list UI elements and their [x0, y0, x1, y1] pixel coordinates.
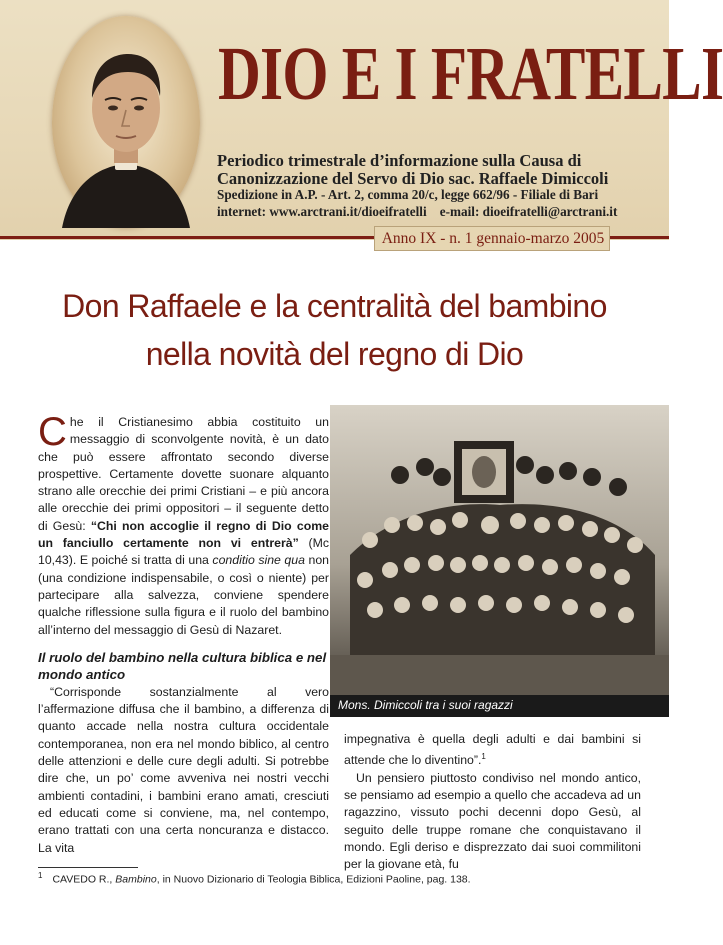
- contact-line: [217, 204, 617, 220]
- footnote-author: CAVEDO R.,: [52, 873, 116, 886]
- magazine-subtitle-line2: Canonizzazione del Servo di Dio sac. Raffaele Dimiccoli: [217, 169, 609, 188]
- footnote-number: 1: [38, 871, 43, 880]
- masthead: [0, 0, 723, 240]
- group-photo: [330, 405, 669, 717]
- email-link[interactable]: e-mail: dioeifratelli@arctrani.it: [439, 204, 618, 219]
- article-headline: [0, 282, 669, 378]
- headline-line1: Don Raffaele e la centralità del bambino: [62, 288, 607, 324]
- headline-line2: nella novità del regno di Dio: [145, 336, 524, 372]
- magazine-subtitle-line1: Periodico trimestrale d’informazione sulla Causa di: [217, 151, 582, 170]
- footnote-ref: 1: [481, 752, 486, 762]
- shipping-info: Spedizione in A.P. - Art. 2, comma 20/c, legge 662/96 - Filiale di Bari: [217, 187, 599, 202]
- paragraph-text: he il Cristianesimo abbia costituito un messaggio di sconvolgente novità, è un dato che può essere affrontato secondo diverse prospettive. Certamente dovette suonare alquanto strano alle orecchie dei primi Cristiani – e più ancora alle orecchie dei primi oppositori – il seguente detto di Gesù:: [38, 415, 329, 533]
- footnote-rest: , in Nuovo Dizionario di Teologia Biblica, Edizioni Paoline, pag. 138.: [156, 873, 471, 886]
- article-column-right: [344, 731, 641, 873]
- group-photo-icon: [330, 405, 669, 695]
- magazine-title: DIO E I FRATELLI: [218, 32, 723, 116]
- article-column-left: [38, 410, 329, 857]
- latin-phrase: conditio sine qua: [212, 553, 305, 568]
- footnote-work: Bambino: [115, 873, 157, 886]
- photo-caption-text: Mons. Dimiccoli tra i suoi ragazzi: [338, 698, 513, 712]
- article-paragraph-1: [38, 410, 329, 639]
- gospel-quote: “Chi non accoglie il regno di Dio come un fanciullo certamente non vi entrerà”: [38, 518, 329, 551]
- photo-caption: [330, 695, 669, 717]
- article-paragraph-2: “Corrisponde sostanzialmente al vero l’affermazione diffusa che il bambino, a differenza di quanto accade nella nostra cultura occidentale contemporanea, non era nel mondo biblico, al centro delle attenzioni e delle cure degli adulti. Si potrebbe dire che, un po’ come avveniva nei nostri vecchi ambienti contadini, i bambini erano amati, cresciuti ed educati come si conviene, ma, nel contempo, erano trattati con una certa noncuranza e distacco. La vita: [38, 684, 329, 855]
- website-link[interactable]: internet: www.arctrani.it/dioeifratelli: [217, 204, 427, 219]
- portrait-image: [52, 16, 200, 228]
- footnote-divider: [38, 867, 138, 868]
- drop-cap: C: [38, 410, 67, 454]
- article-paragraph-3: [344, 731, 641, 770]
- paragraph-text: (Mc 10,43). E poiché si tratta di una: [38, 536, 329, 568]
- issue-label: Anno IX - n. 1 gennaio-marzo 2005: [381, 230, 605, 247]
- paragraph-text: non (una condizione indispensabile, o così o niente) per partecipare alla salvezza, conviene spendere qualche riflessione sulla figura e il ruolo del bambino all’interno del messaggio di Gesù di Nazaret.: [38, 553, 329, 637]
- section-heading: Il ruolo del bambino nella cultura biblica e nel mondo antico: [38, 649, 327, 682]
- footnote: [38, 871, 638, 886]
- article-paragraph-4: Un pensiero piuttosto condiviso nel mondo antico, se pensiamo ad esempio a quello che accadeva ad un ragazzino, vissuto pochi decenni dopo Gesù, al seguito delle truppe romane che conquistavano il mondo. Egli deriso e disprezzato dai suoi commilitoni per la giovane età, fu: [344, 770, 641, 872]
- issue-badge: [374, 226, 610, 251]
- paragraph-text: impegnativa è quella degli adulti e dai bambini si attende che lo diventino”.: [344, 732, 641, 768]
- priest-portrait-icon: [52, 16, 200, 228]
